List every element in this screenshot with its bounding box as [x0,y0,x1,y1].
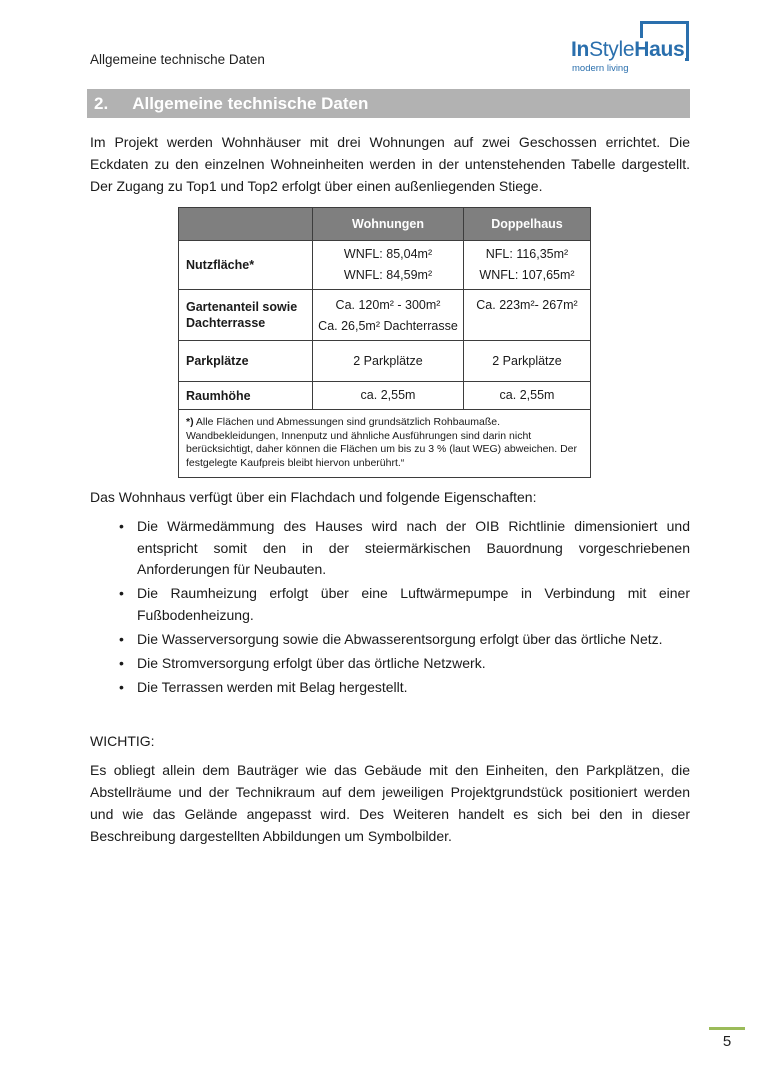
wichtig-label: WICHTIG: [90,733,155,749]
page-number: 5 [722,1033,732,1050]
specs-table-wrap [178,207,591,478]
section-title: Allgemeine technische Daten [132,93,369,113]
specs-table [178,207,591,478]
cell-line: Ca. 223m²- 267m² [476,298,578,312]
instylehaus-logo [570,14,690,78]
table-header-row [179,208,591,241]
cell-doppelhaus [464,241,591,290]
table-header-wohnungen: Wohnungen [313,208,464,241]
cell-wohnungen [313,290,464,341]
table-header-empty [179,208,313,241]
table-footnote-row [179,410,591,478]
section-number: 2. [94,93,109,113]
table-row-gartenanteil [179,290,591,341]
intro-paragraph: Im Projekt werden Wohnhäuser mit drei Wohnungen auf zwei Geschossen errichtet. Die Eckdaten zu den einzelnen Wohneinheiten werden in der untenstehenden Tabelle dargestellt. Der Zugang zu Top1 und Top2 erfolgt über einen außenliegenden Stiege. [90,134,690,194]
cell-line: ca. 2,55m [499,388,555,402]
logo-wordmark-part3: Haus [634,38,685,61]
table-row-raumhoehe [179,382,591,410]
table-header-doppelhaus: Doppelhaus [464,208,591,241]
cell-wohnungen [313,341,464,382]
cell-wohnungen [313,382,464,410]
table-row-nutzflaeche [179,241,591,290]
bullet-item: • Die Raumheizung erfolgt über eine Luftwärmepumpe in Verbindung mit einer Fußbodenheizung. [117,583,690,626]
table-footnote [179,410,591,478]
wichtig-paragraph: Es obliegt allein dem Bauträger wie das Gebäude mit den Einheiten, den Parkplätzen, die Abstellräume und der Technikraum auf dem jeweiligen Projektgrundstück positioniert werden und wie das Gelände angepasst wird. Des Weiteren handelt es sich bei den in dieser Beschreibung dargestellten Abbildungen um Symbolbilder. [90,762,690,844]
cell-line: Ca. 26,5m² Dachterrasse [318,319,458,333]
cell-line: 2 Parkplätze [353,353,423,368]
logo-wordmark-part2: Style [589,38,635,61]
features-bullet-list [117,516,690,701]
row-label: Nutzfläche* [179,241,313,290]
section-heading [87,89,690,118]
cell-wohnungen [313,241,464,290]
cell-doppelhaus [464,341,591,382]
row-label: Gartenanteil sowie Dachterrasse [179,290,313,341]
cell-line: NFL: 116,35m² [485,247,569,261]
logo-wordmark [570,38,685,61]
cell-line: WNFL: 85,04m² [343,247,433,261]
cell-doppelhaus [464,382,591,410]
cell-line: WNFL: 107,65m² [479,268,575,282]
footnote-marker: *) [186,416,194,428]
logo-tagline: modern living [572,63,629,74]
cell-line: ca. 2,55m [360,388,416,402]
features-intro-paragraph: Das Wohnhaus verfügt über ein Flachdach und folgende Eigenschaften: [90,489,537,505]
row-label: Parkplätze [179,341,313,382]
bullet-item: • Die Stromversorgung erfolgt über das örtliche Netzwerk. [117,653,690,675]
cell-doppelhaus [464,290,591,341]
bullet-item: • Die Wasserversorgung sowie die Abwasserentsorgung erfolgt über das örtliche Netz. [117,629,690,651]
cell-line: WNFL: 84,59m² [343,268,433,282]
row-label: Raumhöhe [179,382,313,410]
table-row-parkplaetze [179,341,591,382]
footer-accent-line [709,1027,745,1030]
bullet-item: • Die Terrassen werden mit Belag hergestellt. [117,677,690,699]
footnote-text: Alle Flächen und Abmessungen sind grundsätzlich Rohbaumaße. Wandbekleidungen, Innenputz und ähnliche Ausführungen sind darin nicht berücksichtigt, daher können die Flächen um bis zu 3 % (laut WEG) abweichen. Der festgelegte Kaufpreis bleibt hiervon unberührt.“ [186,416,578,469]
logo-wordmark-part1: In [571,38,590,61]
cell-line: Ca. 120m² - 300m² [335,298,441,312]
bullet-item: • Die Wärmedämmung des Hauses wird nach der OIB Richtlinie dimensioniert und entspricht somit den in der steiermärkischen Bauordnung vorgeschriebenen Anforderungen für Neubauten. [117,516,690,581]
running-header-title: Allgemeine technische Daten [90,52,265,67]
cell-line: 2 Parkplätze [492,353,562,368]
